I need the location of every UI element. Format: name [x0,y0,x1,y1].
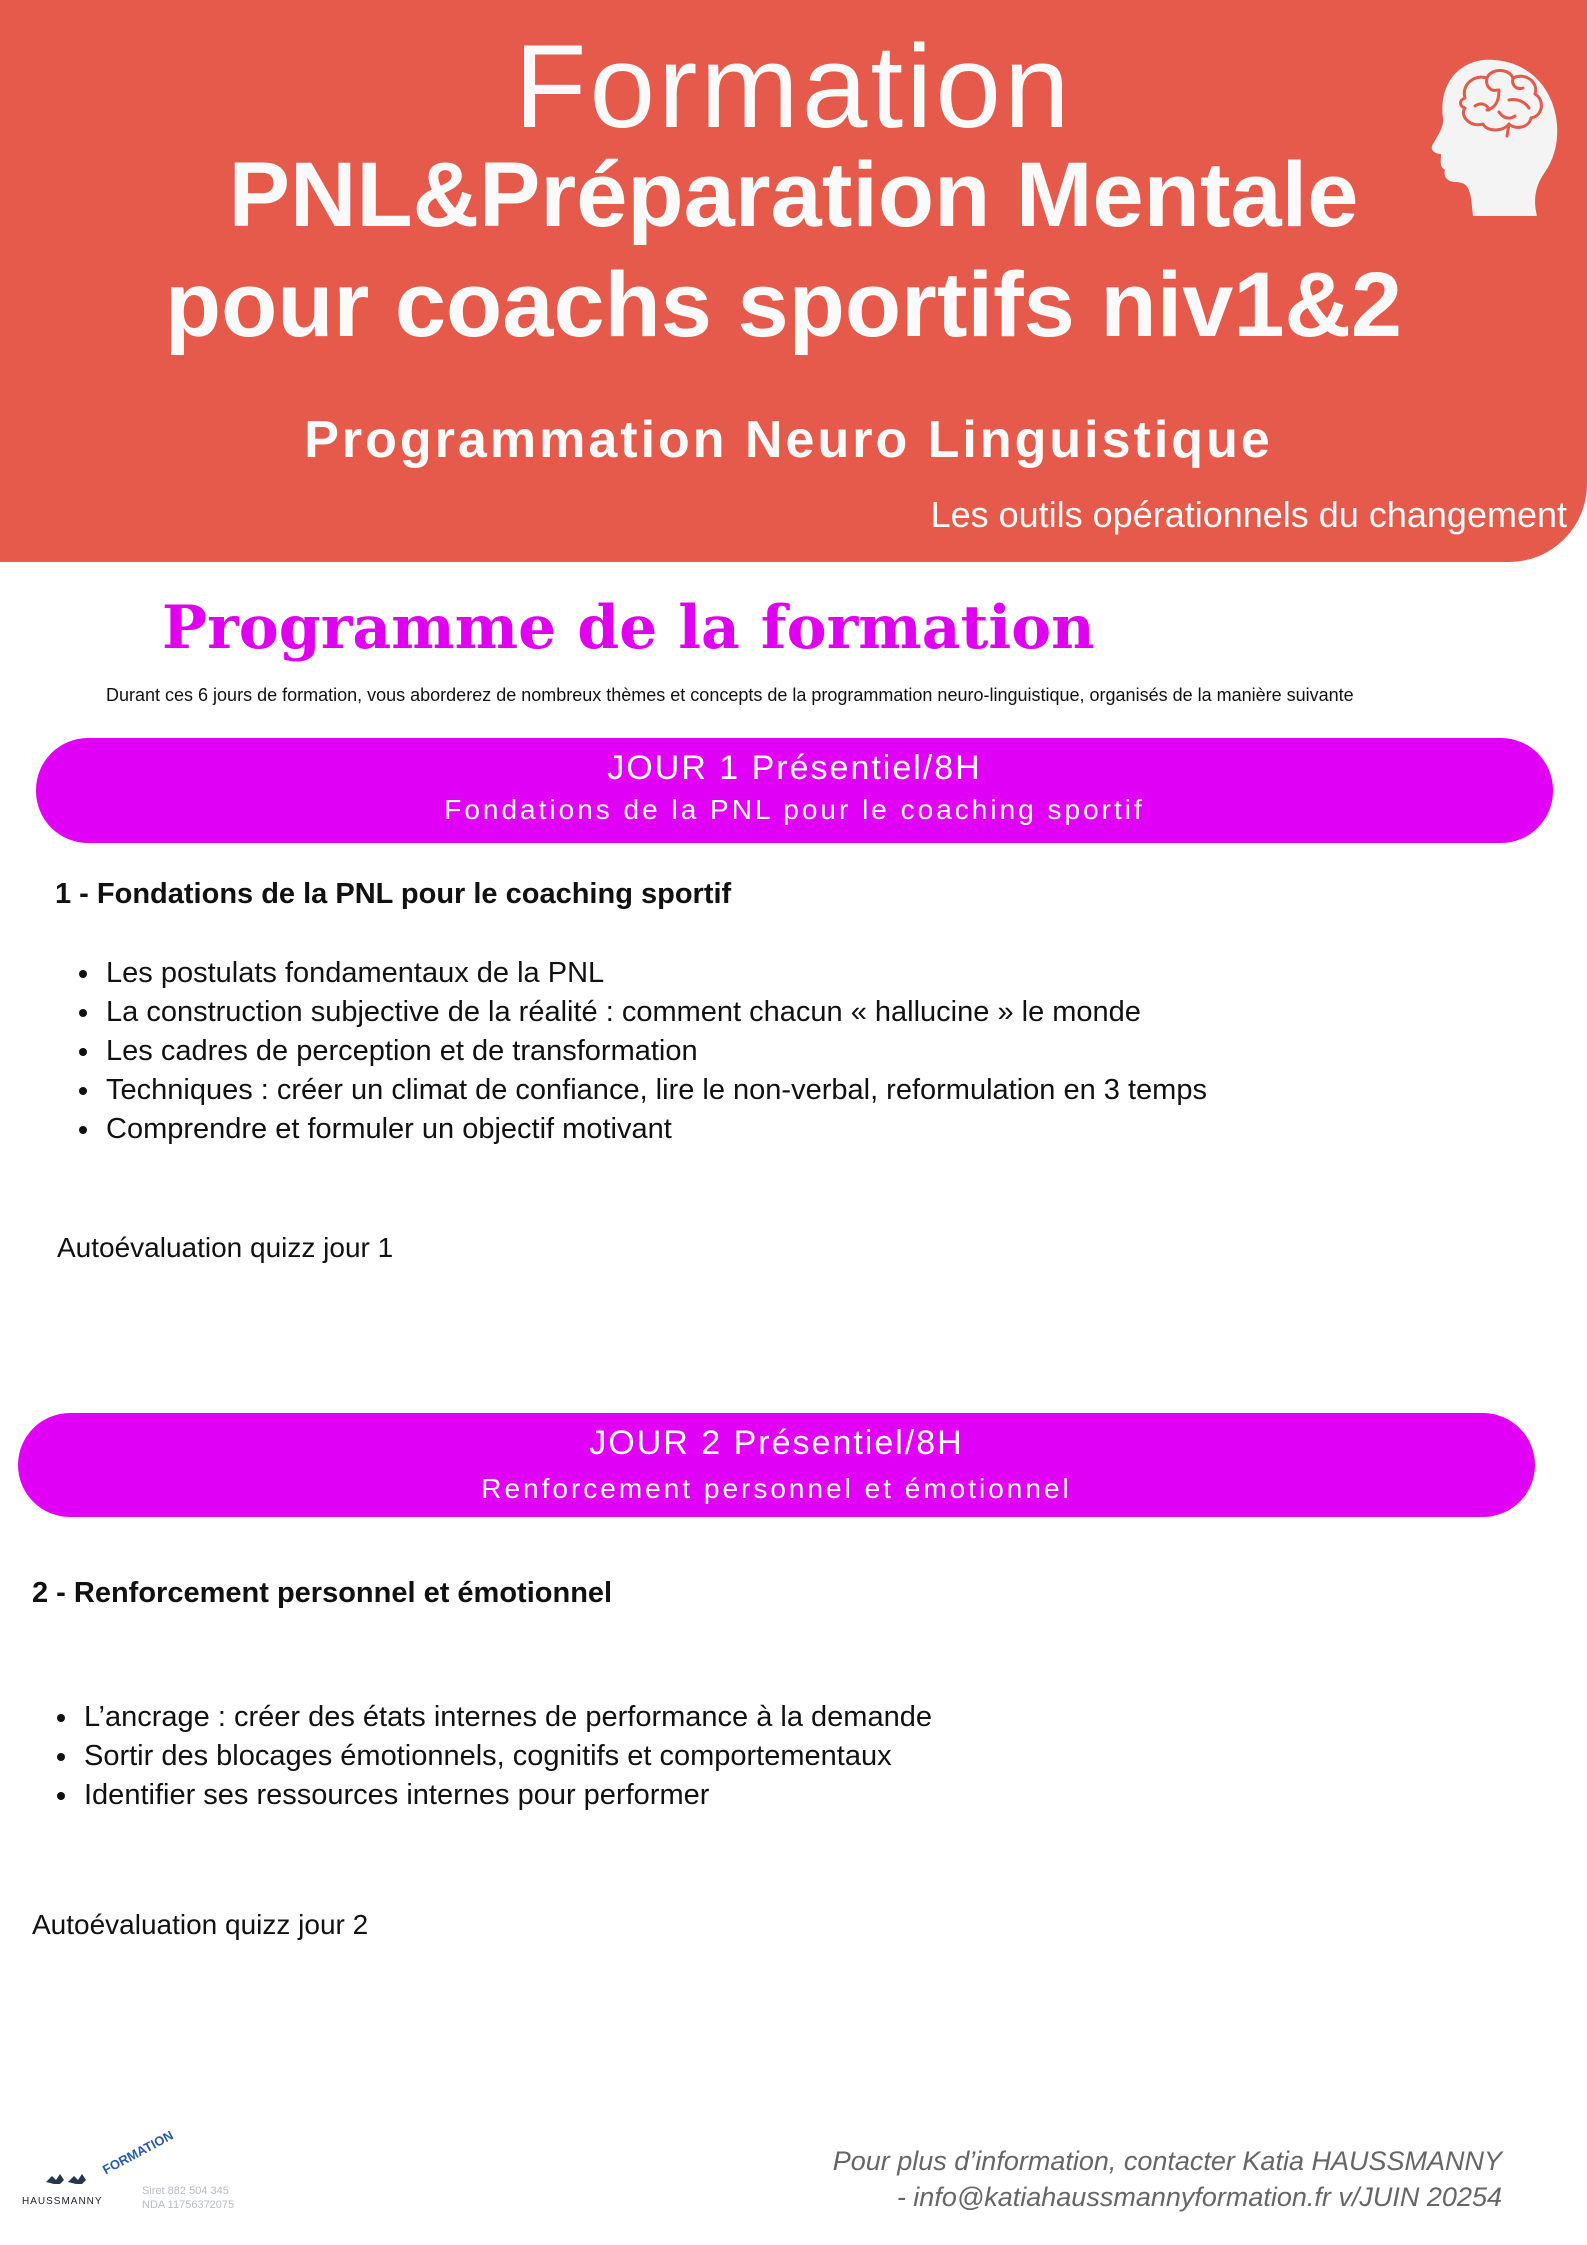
banner-subtitle: Programmation Neuro Linguistique [304,411,1273,469]
day1-header: JOUR 1 Présentiel/8H [607,749,982,787]
day1-subheader: Fondations de la PNL pour le coaching sportif [444,794,1145,825]
day2-header-bar [18,1413,1535,1517]
list-item [84,1776,932,1815]
list-item-text: La construction subjective de la réalité : comment chacun « hallucine » le monde [106,996,1141,1028]
list-item [84,1698,932,1737]
day2-quiz: Autoévaluation quizz jour 2 [32,1909,369,1940]
program-intro: Durant ces 6 jours de formation, vous aborderez de nombreux thèmes et concepts de la programmation neuro-linguistique, organisés de la manière suivante [106,685,1354,705]
list-item-text: L’ancrage : créer des états internes de performance à la demande [84,1701,932,1733]
bullet-icon [57,1714,65,1722]
bullet-icon [79,1126,87,1134]
list-item [106,993,1207,1032]
list-item [84,1737,932,1776]
list-item-text: Les cadres de perception et de transformation [106,1035,698,1067]
list-item [106,1032,1207,1071]
list-item-text: Les postulats fondamentaux de la PNL [106,957,605,989]
logo-nda: NDA 11756372075 [142,2199,235,2211]
day2-section-title: 2 - Renforcement personnel et émotionnel [32,1577,613,1609]
logo-siret: Siret 882 504 345 [142,2185,229,2197]
day1-quiz: Autoévaluation quizz jour 1 [57,1232,394,1263]
bullet-icon [57,1753,65,1761]
logo-word: FORMATION [100,2127,176,2178]
company-logo [18,2127,258,2220]
contact-line-1: Pour plus d’information, contacter Katia HAUSSMANNY [832,2146,1502,2176]
day2-topic-list [84,1698,932,1815]
logo-name: HAUSSMANNY [22,2196,103,2207]
bullet-icon [79,1087,87,1095]
banner-word: Formation [514,21,1073,153]
bullet-icon [79,970,87,978]
banner-title-line2: pour coachs sportifs niv1&2 [164,254,1403,356]
contact-line-2: - info@katiahaussmannyformation.fr v/JUIN 20254 [896,2182,1502,2212]
list-item [106,1110,1207,1149]
bullet-icon [57,1792,65,1800]
day1-header-bar [36,738,1553,843]
head-brain-icon [1425,50,1565,220]
header-banner [0,0,1587,562]
program-title: Programme de la formation [162,593,1095,663]
bullet-icon [79,1009,87,1017]
day1-section-title: 1 - Fondations de la PNL pour le coaching sportif [55,878,732,910]
day1-topic-list [106,954,1207,1149]
day2-header: JOUR 2 Présentiel/8H [589,1424,964,1462]
banner-title-line1: PNL&Préparation Mentale [228,144,1359,246]
list-item [106,954,1207,993]
contact-info [833,2143,1502,2215]
list-item-text: Sortir des blocages émotionnels, cognitifs et comportementaux [84,1740,892,1772]
list-item [106,1071,1207,1110]
day2-subheader: Renforcement personnel et émotionnel [481,1473,1072,1504]
list-item-text: Identifier ses ressources internes pour performer [84,1779,710,1811]
banner-tagline: Les outils opérationnels du changement [930,494,1567,535]
list-item-text: Comprendre et formuler un objectif motivant [106,1113,672,1145]
bullet-icon [79,1048,87,1056]
list-item-text: Techniques : créer un climat de confiance, lire le non-verbal, reformulation en 3 temps [106,1074,1207,1106]
